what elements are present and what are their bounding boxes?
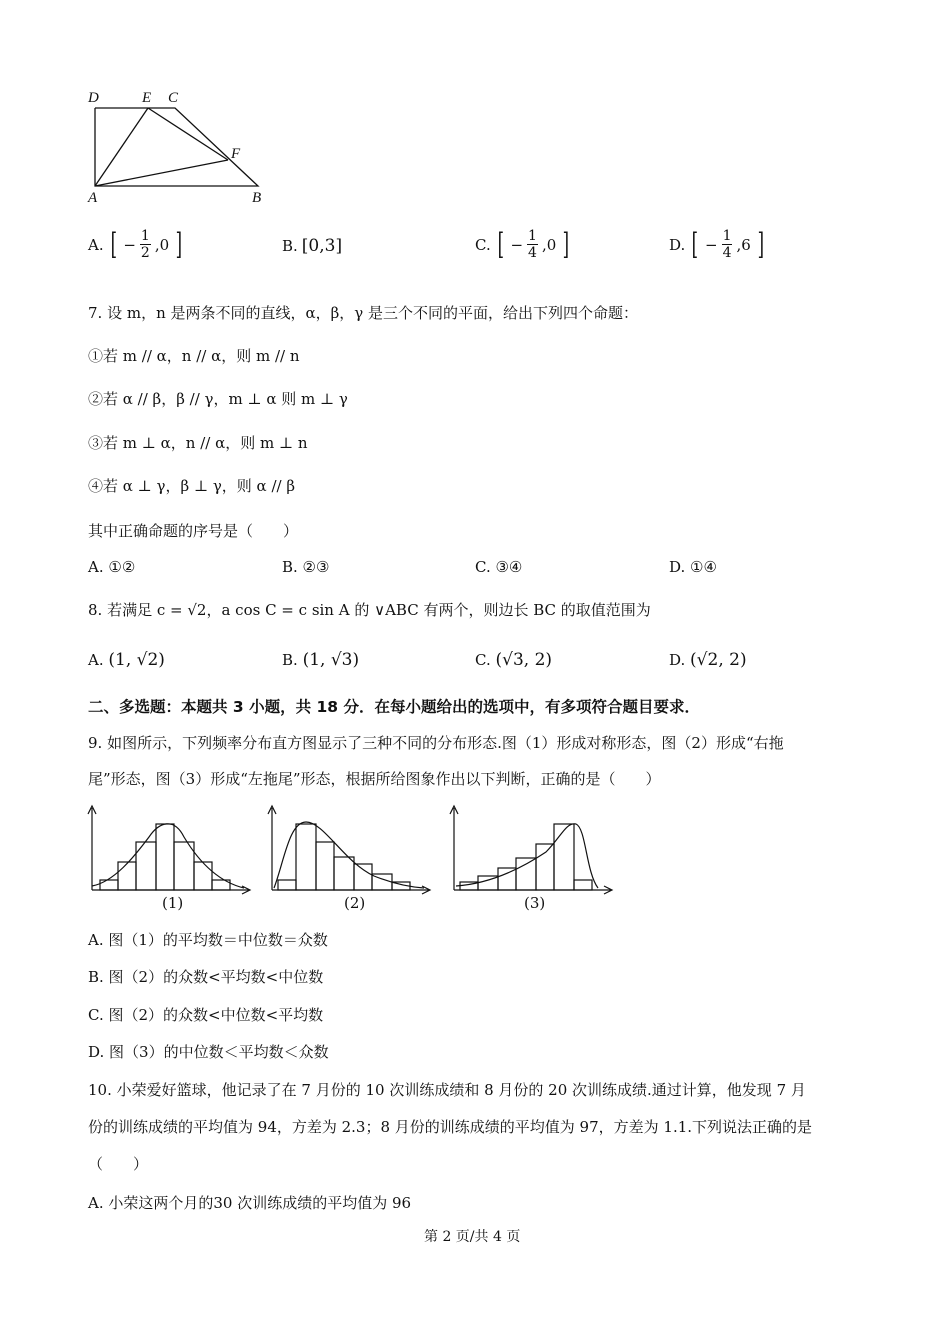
label-C: C	[168, 90, 179, 106]
segment-EF	[148, 108, 228, 160]
q8-option-b[interactable]: B. (1, √3)	[282, 650, 360, 670]
label-B: B	[252, 190, 262, 206]
q8-stem: 8. 若满足 c = √2，a cos C = c sin A 的 ∨ABC 有两个，则边长 BC 的取值范围为	[88, 601, 651, 619]
segment-AF	[95, 160, 228, 186]
q9-stem-line1: 9. 如图所示，下列频率分布直方图显示了三种不同的分布形态.图（1）形成对称形态，图（2）形成“右拖	[88, 734, 784, 752]
q9-stem-line2: 尾”形态，图（3）形成“左拖尾”形态，根据所给图象作出以下判断，正确的是（ ）	[88, 770, 661, 788]
q7-proposition-1: ①若 m // α，n // α，则 m // n	[88, 347, 300, 365]
q6-option-c[interactable]: C. [ − $\frac{1}{4}$ ,0 ]	[475, 226, 570, 262]
q7-option-a[interactable]: A. ①②	[88, 558, 136, 576]
q8-option-a[interactable]: A. (1, √2)	[88, 650, 165, 670]
q7-option-d[interactable]: D. ①④	[669, 558, 717, 576]
label-D: D	[88, 90, 99, 106]
q7-stem: 7. 设 m，n 是两条不同的直线，α，β，γ 是三个不同的平面，给出下列四个命题：	[88, 304, 639, 322]
q10-option-a[interactable]: A. 小荣这两个月的30 次训练成绩的平均值为 96	[88, 1194, 412, 1212]
q7-ask: 其中正确命题的序号是（ ）	[88, 522, 299, 540]
q10-stem-line3: （ ）	[88, 1155, 149, 1173]
histogram-3	[446, 802, 616, 902]
trapezoid-figure	[80, 88, 280, 208]
segment-AE	[95, 108, 148, 186]
label-A: A	[88, 190, 98, 206]
q8-option-d[interactable]: D. (√2, 2)	[669, 650, 747, 670]
q9-option-b[interactable]: B. 图（2）的众数<平均数<中位数	[88, 968, 324, 986]
histogram-3-caption: (3)	[524, 894, 546, 912]
q7-proposition-4: ④若 α ⊥ γ，β ⊥ γ，则 α // β	[88, 477, 295, 495]
q7-option-c[interactable]: C. ③④	[475, 558, 523, 576]
label-E: E	[142, 90, 152, 106]
q7-option-b[interactable]: B. ②③	[282, 558, 330, 576]
q6-option-b[interactable]: B. [0,3]	[282, 236, 343, 256]
q6-option-a[interactable]: A. [ − $\frac{1}{2}$ ,0 ]	[88, 226, 183, 262]
q7-proposition-2: ②若 α // β，β // γ，m ⊥ α 则 m ⊥ γ	[88, 390, 348, 408]
q10-stem-line2: 份的训练成绩的平均值为 94，方差为 2.3；8 月份的训练成绩的平均值为 97，方差为 1.1.下列说法正确的是	[88, 1118, 813, 1136]
q9-option-d[interactable]: D. 图（3）的中位数＜平均数＜众数	[88, 1043, 329, 1061]
section-2-heading: 二、多选题：本题共 3 小题，共 18 分．在每小题给出的选项中，有多项符合题目要求．	[88, 698, 700, 716]
histogram-2-caption: (2)	[344, 894, 366, 912]
q8-option-c[interactable]: C. (√3, 2)	[475, 650, 553, 670]
label-F: F	[231, 146, 241, 162]
q6-option-d[interactable]: D. [ − $\frac{1}{4}$ ,6 ]	[669, 226, 764, 262]
q10-stem-line1: 10. 小荣爱好篮球，他记录了在 7 月份的 10 次训练成绩和 8 月份的 20 次训练成绩.通过计算，他发现 7 月	[88, 1081, 806, 1099]
histogram-1-caption: (1)	[162, 894, 184, 912]
histogram-2	[264, 802, 434, 902]
q9-option-c[interactable]: C. 图（2）的众数<中位数<平均数	[88, 1006, 324, 1024]
histogram-1	[84, 802, 254, 902]
page-footer: 第 2 页/共 4 页	[424, 1229, 521, 1245]
q9-option-a[interactable]: A. 图（1）的平均数＝中位数＝众数	[88, 931, 328, 949]
q7-proposition-3: ③若 m ⊥ α，n // α，则 m ⊥ n	[88, 434, 308, 452]
